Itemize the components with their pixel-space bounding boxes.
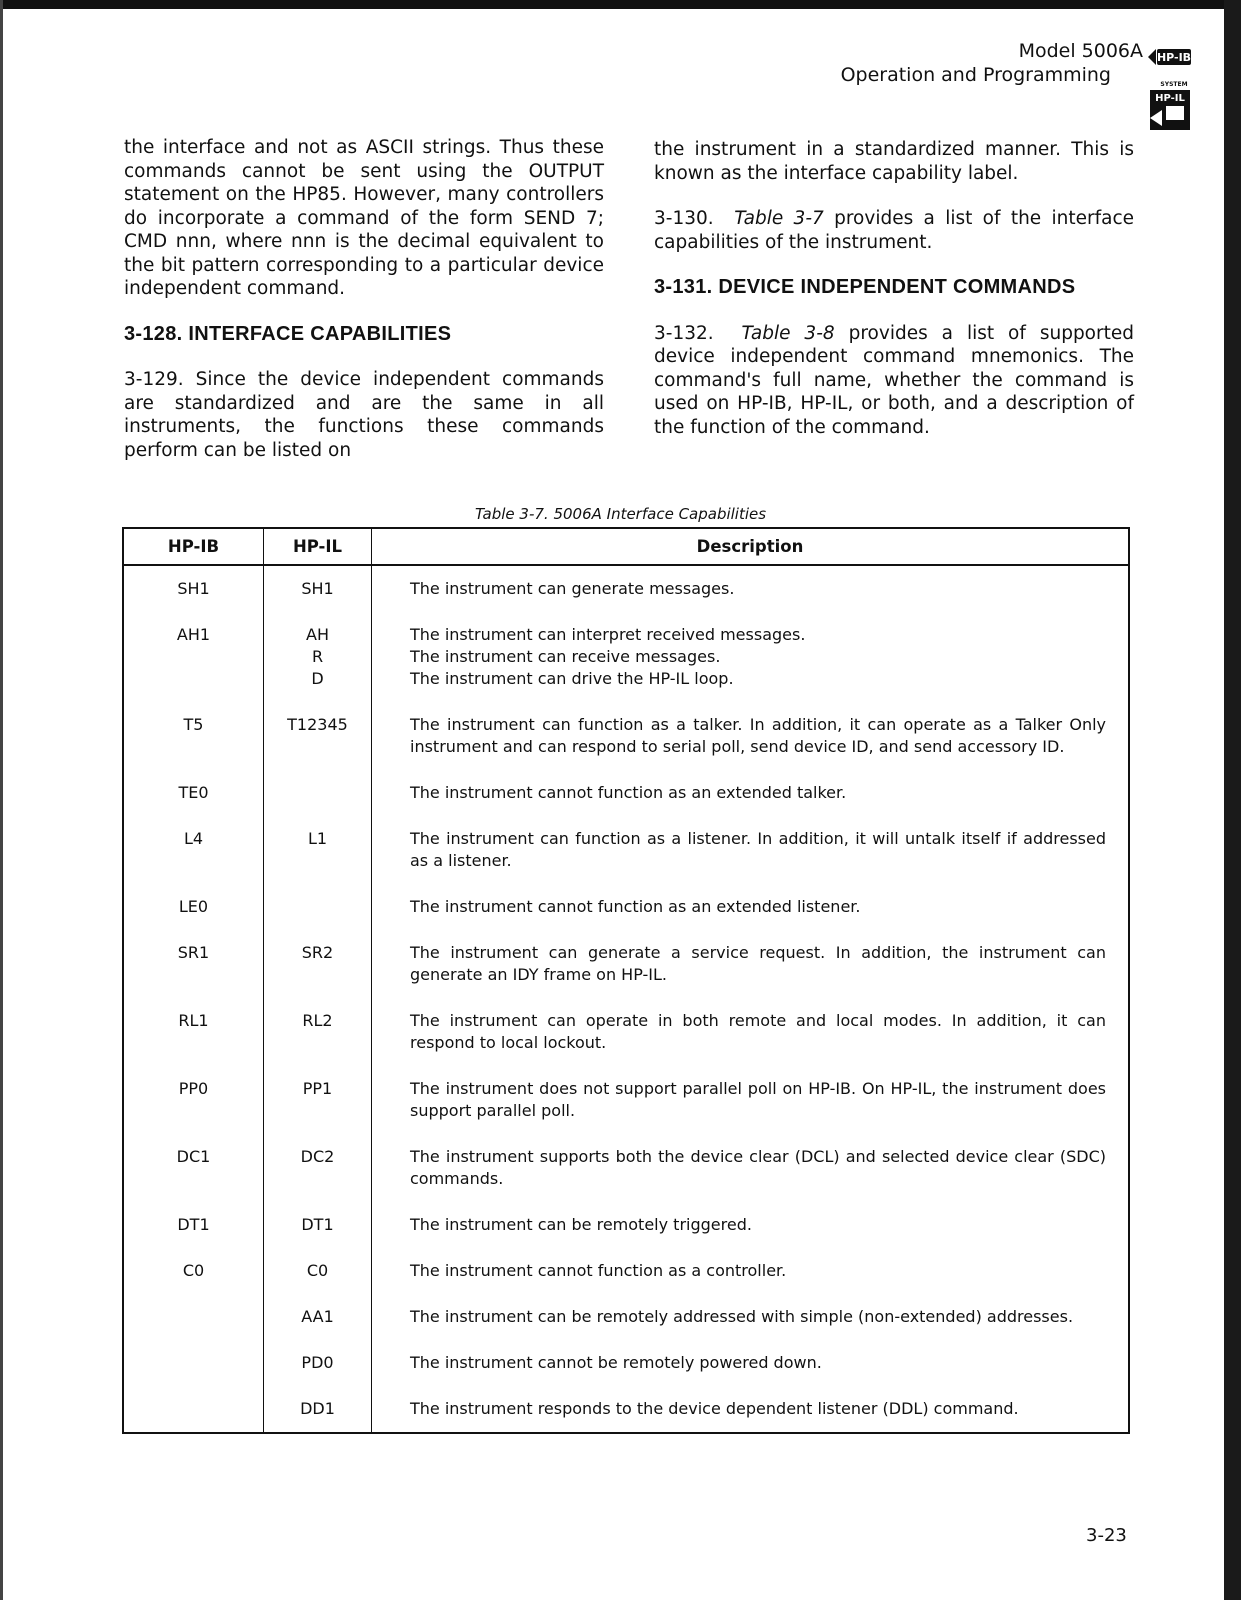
svg-text:HP-IL: HP-IL — [1155, 93, 1185, 104]
page-top-border — [0, 0, 1241, 9]
cell-hpib — [123, 1294, 264, 1340]
table-row — [123, 1134, 1129, 1202]
cell-description: The instrument can function as a talker. In addition, it can operate as a Talker Only instrument and can respond to serial poll, send device ID, and send accessory ID. — [410, 715, 1106, 756]
cell-description: The instrument can generate messages. — [410, 579, 735, 598]
cell-description: The instrument cannot be remotely powered down. — [410, 1353, 822, 1372]
cell-hpil — [264, 884, 372, 930]
cell-hpib: DT1 — [123, 1202, 264, 1248]
table-row — [123, 1294, 1129, 1340]
cell-description: The instrument responds to the device dependent listener (DDL) command. — [410, 1399, 1019, 1418]
cell-description: The instrument can be remotely addressed with simple (non-extended) addresses. — [410, 1307, 1074, 1326]
cell-line: The instrument can drive the HP-IL loop. — [410, 669, 734, 688]
table-row — [123, 998, 1129, 1066]
cell-hpil: L1 — [264, 816, 372, 884]
paragraph-continuation-right: the instrument in a standardized manner. This is known as the interface capability label. — [654, 139, 1134, 184]
section-heading-interface-capabilities: 3-128. INTERFACE CAPABILITIES — [124, 322, 452, 345]
table-row — [123, 884, 1129, 930]
cell-hpib: SR1 — [123, 930, 264, 998]
cell-description: The instrument can be remotely triggered. — [410, 1215, 752, 1234]
table-row — [123, 702, 1129, 770]
cell-description: The instrument cannot function as a controller. — [410, 1261, 787, 1280]
cell-description: The instrument can operate in both remote and local modes. In addition, it can respond to local lockout. — [410, 1011, 1106, 1052]
cell-hpil: C0 — [264, 1248, 372, 1294]
paragraph-text: provides a list of the interface capabilities of the instrument. — [654, 208, 1135, 253]
page-right-border — [1224, 0, 1241, 1600]
cell-hpib: T5 — [123, 702, 264, 770]
right-text-column — [654, 138, 1134, 439]
cell-line: AH — [306, 625, 329, 644]
cell-hpib: DC1 — [123, 1134, 264, 1202]
table-row — [123, 1066, 1129, 1134]
cell-hpib — [123, 1340, 264, 1386]
table-header-row — [123, 528, 1129, 565]
page-number: 3-23 — [1086, 1525, 1127, 1546]
cell-hpib: C0 — [123, 1248, 264, 1294]
paragraph-3-130 — [654, 207, 1134, 254]
cell-hpib: LE0 — [123, 884, 264, 930]
paragraph-number: 3-130. — [654, 208, 714, 229]
table-caption: Table 3-7. 5006A Interface Capabilities — [474, 505, 767, 523]
table-row — [123, 565, 1129, 612]
cell-description: The instrument cannot function as an extended talker. — [410, 783, 847, 802]
cell-description: The instrument does not support parallel poll on HP-IB. On HP-IL, the instrument does support parallel poll. — [410, 1079, 1106, 1120]
table-row — [123, 930, 1129, 998]
paragraph-continuation: the interface and not as ASCII strings. Thus these commands cannot be sent using the OUTPUT statement on the HP85. However, many controllers do incorporate a command of the form SEND 7; CMD nnn, where nnn is the decimal equivalent to the bit pattern corresponding to a particular device independent command. — [124, 137, 604, 299]
interface-capabilities-table — [122, 527, 1130, 1434]
cell-hpil: AA1 — [264, 1294, 372, 1340]
cell-line: D — [311, 669, 324, 688]
cell-hpib: TE0 — [123, 770, 264, 816]
column-header-hpib: HP-IB — [123, 528, 264, 565]
table-reference: Table 3-8 — [741, 322, 835, 344]
cell-hpib: SH1 — [123, 565, 264, 612]
paragraph-text: provides a list of supported device independent command mnemonics. The command's full name, whether the command is used on HP-IB, HP-IL, or both, and a description of the function of the command. — [654, 322, 1134, 438]
cell-hpil: PD0 — [264, 1340, 372, 1386]
left-text-column — [124, 136, 604, 462]
table-row — [123, 1340, 1129, 1386]
hpib-system-logo — [1148, 45, 1192, 67]
cell-hpil: SH1 — [264, 565, 372, 612]
table-row — [123, 1202, 1129, 1248]
svg-text:HP-IB: HP-IB — [1156, 51, 1192, 64]
cell-description: The instrument supports both the device clear (DCL) and selected device clear (SDC) commands. — [410, 1147, 1106, 1188]
cell-line: The instrument can receive messages. — [410, 647, 721, 666]
table-reference: Table 3-7 — [734, 208, 824, 229]
table-row — [123, 1386, 1129, 1433]
paragraph-3-129: 3-129. Since the device independent commands are standardized and are the same in all instruments, the functions these commands perform can be listed on — [124, 369, 604, 461]
cell-description: The instrument can function as a listener. In addition, it will untalk itself if addressed as a listener. — [410, 829, 1106, 870]
cell-hpil: RL2 — [264, 998, 372, 1066]
cell-description — [372, 612, 1130, 702]
section-heading-device-independent-commands: 3-131. DEVICE INDEPENDENT COMMANDS — [654, 276, 1076, 298]
paragraph-3-132 — [654, 322, 1134, 440]
table-row — [123, 612, 1129, 702]
cell-hpil: PP1 — [264, 1066, 372, 1134]
header-model: Model 5006A — [1018, 40, 1143, 62]
cell-hpib: RL1 — [123, 998, 264, 1066]
cell-hpil — [264, 770, 372, 816]
cell-hpil: DC2 — [264, 1134, 372, 1202]
cell-hpib: L4 — [123, 816, 264, 884]
table-row — [123, 816, 1129, 884]
cell-description: The instrument cannot function as an extended listener. — [410, 897, 861, 916]
cell-line: R — [311, 647, 324, 666]
cell-hpil: DT1 — [264, 1202, 372, 1248]
cell-hpil: DD1 — [264, 1386, 372, 1433]
cell-hpib — [123, 1386, 264, 1433]
cell-description: The instrument can generate a service request. In addition, the instrument can generate an IDY frame on HP-IL. — [410, 943, 1106, 984]
cell-hpib: PP0 — [123, 1066, 264, 1134]
column-header-hpil: HP-IL — [264, 528, 372, 565]
cell-line: The instrument can interpret received messages. — [410, 625, 806, 644]
cell-hpil — [264, 612, 372, 702]
cell-hpil: SR2 — [264, 930, 372, 998]
paragraph-number: 3-132. — [654, 322, 714, 344]
table-row — [123, 770, 1129, 816]
hpil-logo — [1148, 80, 1192, 134]
column-header-description: Description — [372, 528, 1130, 565]
table-row — [123, 1248, 1129, 1294]
svg-text:SYSTEM: SYSTEM — [1160, 81, 1188, 88]
cell-hpib: AH1 — [123, 612, 264, 702]
header-subtitle: Operation and Programming — [840, 64, 1111, 86]
cell-hpil: T12345 — [264, 702, 372, 770]
page-left-border — [0, 0, 3, 1600]
